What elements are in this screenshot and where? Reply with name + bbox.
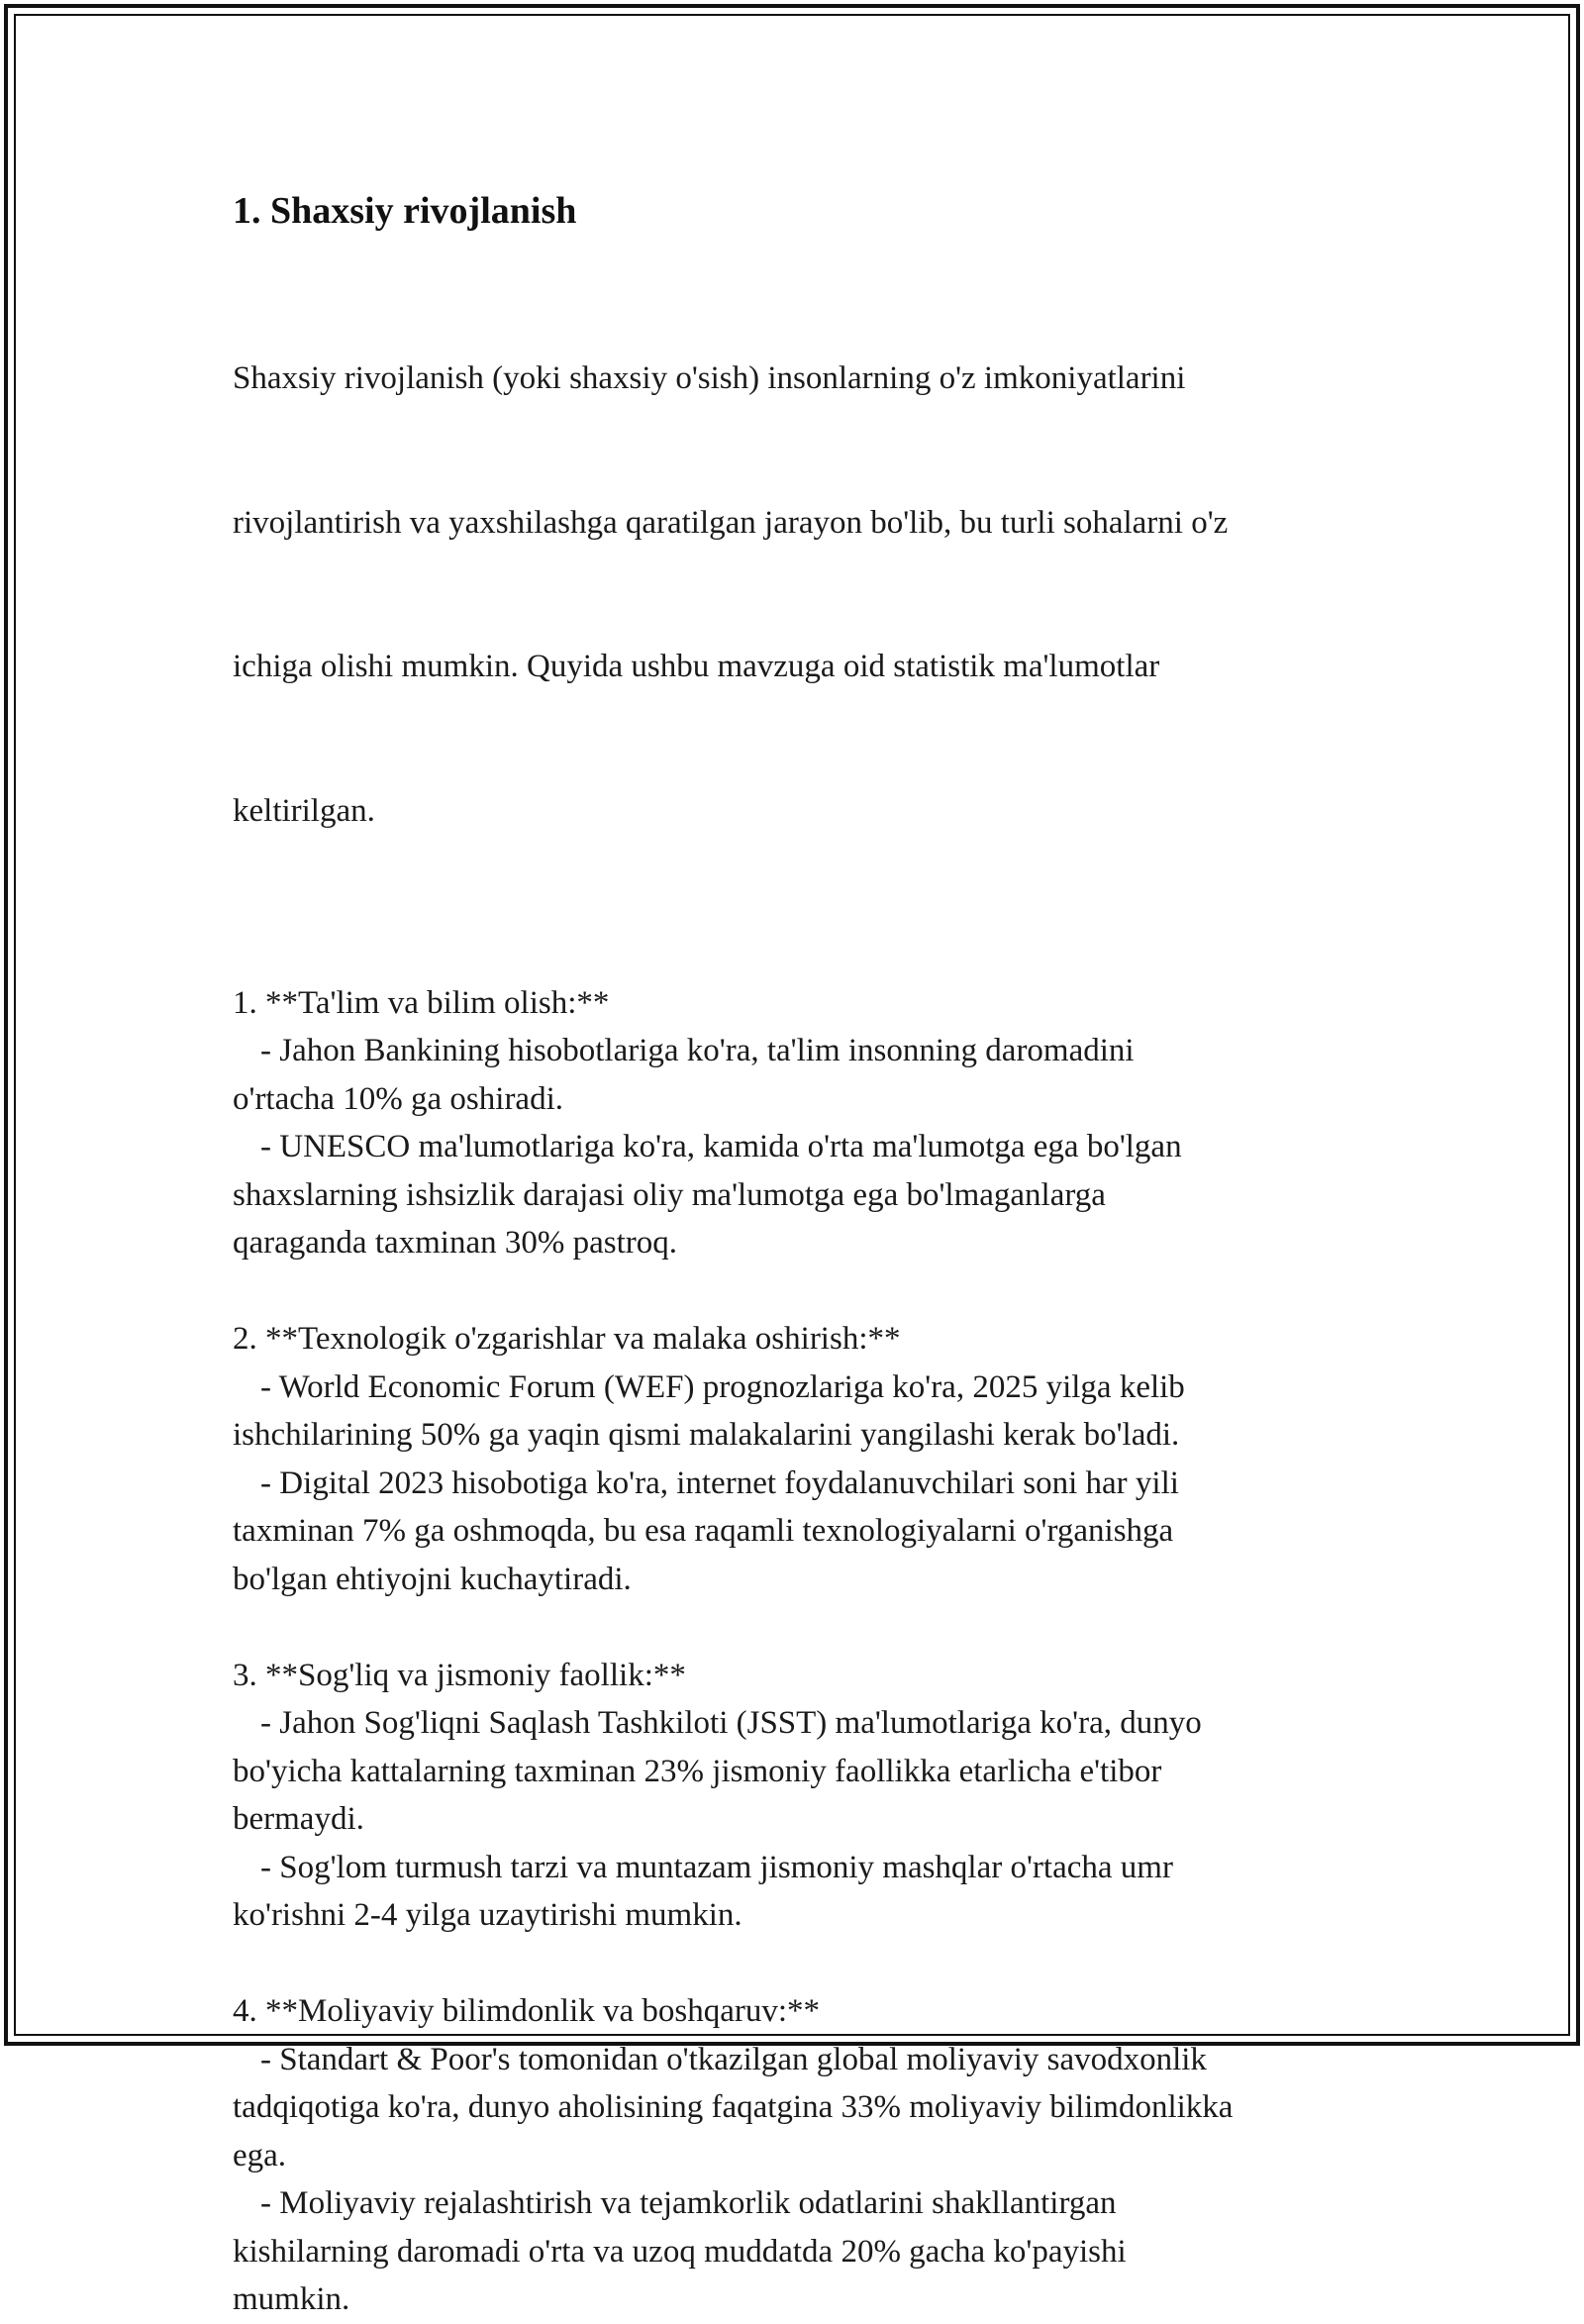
blank-line bbox=[233, 1940, 1371, 1988]
section-line-text: - Standart & Poor's tomonidan o'tkazilgan global moliyaviy savodxonlik bbox=[260, 2041, 1207, 2077]
blank-line bbox=[233, 931, 1371, 979]
section-line bbox=[233, 1075, 1371, 1124]
section-line-text: - Digital 2023 hisobotiga ko'ra, internet foydalanuvchilari soni har yili bbox=[260, 1465, 1179, 1501]
section-line bbox=[233, 1507, 1371, 1556]
intro-line: Shaxsiy rivojlanish (yoki shaxsiy o'sish) insonlarning o'z imkoniyatlarini bbox=[233, 360, 1186, 396]
section-line-text: kishilarning daromadi o'rta va uzoq muddatda 20% gacha ko'payishi bbox=[233, 2233, 1127, 2270]
section-line bbox=[233, 2179, 1371, 2228]
section-line bbox=[233, 1460, 1371, 1508]
section-line bbox=[233, 1364, 1371, 1412]
section-line bbox=[233, 1123, 1371, 1171]
section-line bbox=[233, 1795, 1371, 1844]
section-line-text: qaraganda taxminan 30% pastroq. bbox=[233, 1225, 678, 1261]
blank-line bbox=[233, 1267, 1371, 1316]
section-line-text: - Jahon Bankining hisobotlariga ko'ra, ta'lim insonning daromadini bbox=[260, 1033, 1135, 1068]
section-title: 2. **Texnologik o'zgarishlar va malaka oshirish:** bbox=[233, 1321, 901, 1357]
blank-line bbox=[233, 1603, 1371, 1652]
intro-line: ichiga olishi mumkin. Quyida ushbu mavzuga oid statistik ma'lumotlar bbox=[233, 649, 1160, 684]
section-line-text: tadqiqotiga ko'ra, dunyo aholisining faqatgina 33% moliyaviy bilimdonlikka bbox=[233, 2089, 1234, 2125]
section-line bbox=[233, 1411, 1371, 1460]
intro-paragraph bbox=[233, 258, 1371, 931]
section-title: 3. **Sog'liq va jismoniy faollik:** bbox=[233, 1657, 686, 1693]
section-line bbox=[233, 1027, 1371, 1075]
section-line bbox=[233, 2036, 1371, 2084]
intro-line: keltirilgan. bbox=[233, 792, 375, 829]
section-line bbox=[233, 1219, 1371, 1267]
section-line bbox=[233, 2228, 1371, 2276]
section-line-text: mumkin. bbox=[233, 2281, 350, 2317]
section-line bbox=[233, 2275, 1371, 2324]
section-line-text: ko'rishni 2-4 yilga uzaytirishi mumkin. bbox=[233, 1897, 742, 1933]
section-line bbox=[233, 1171, 1371, 1220]
section-line-text: o'rtacha 10% ga oshiradi. bbox=[233, 1080, 563, 1117]
intro-line: rivojlantirish va yaxshilashga qaratilgan jarayon bo'lib, bu turli sohalarni o'z bbox=[233, 504, 1229, 541]
section-line bbox=[233, 1699, 1371, 1748]
section-line bbox=[233, 1748, 1371, 1796]
section-line-text: - Moliyaviy rejalashtirish va tejamkorlik odatlarini shakllantirgan bbox=[260, 2185, 1117, 2221]
section-line-text: shaxslarning ishsizlik darajasi oliy ma'lumotga ega bo'lmaganlarga bbox=[233, 1176, 1106, 1213]
section-line-text: - UNESCO ma'lumotlariga ko'ra, kamida o'rta ma'lumotga ega bo'lgan bbox=[260, 1129, 1182, 1164]
section-line-text: - World Economic Forum (WEF) prognozlariga ko'ra, 2025 yilga kelib bbox=[260, 1368, 1185, 1405]
section-title: 4. **Moliyaviy bilimdonlik va boshqaruv:** bbox=[233, 1993, 821, 2029]
section-line-text: ega. bbox=[233, 2137, 287, 2173]
section-line-text: - Jahon Sog'liqni Saqlash Tashkiloti (JSST) ma'lumotlariga ko'ra, dunyo bbox=[260, 1705, 1202, 1741]
section-line-text: - Sog'lom turmush tarzi va muntazam jismoniy mashqlar o'rtacha umr bbox=[260, 1849, 1173, 1885]
section-line-text: taxminan 7% ga oshmoqda, bu esa raqamli texnologiyalarni o'rganishga bbox=[233, 1513, 1174, 1549]
document-body bbox=[233, 183, 1371, 2324]
section-line bbox=[233, 1891, 1371, 1940]
section-line bbox=[233, 2083, 1371, 2132]
section-title: 1. **Ta'lim va bilim olish:** bbox=[233, 984, 610, 1021]
statistics-sections bbox=[233, 931, 1371, 2324]
section-line bbox=[233, 1556, 1371, 1604]
document-heading: 1. Shaxsiy rivojlanish bbox=[233, 190, 577, 232]
section-line bbox=[233, 1844, 1371, 1892]
section-line bbox=[233, 2132, 1371, 2180]
section-line-text: bo'lgan ehtiyojni kuchaytiradi. bbox=[233, 1561, 632, 1597]
section-line-text: ishchilarining 50% ga yaqin qismi malakalarini yangilashi kerak bo'ladi. bbox=[233, 1417, 1180, 1453]
section-line-text: bo'yicha kattalarning taxminan 23% jismoniy faollikka etarlicha e'tibor bbox=[233, 1753, 1162, 1789]
section-line-text: bermaydi. bbox=[233, 1801, 364, 1837]
